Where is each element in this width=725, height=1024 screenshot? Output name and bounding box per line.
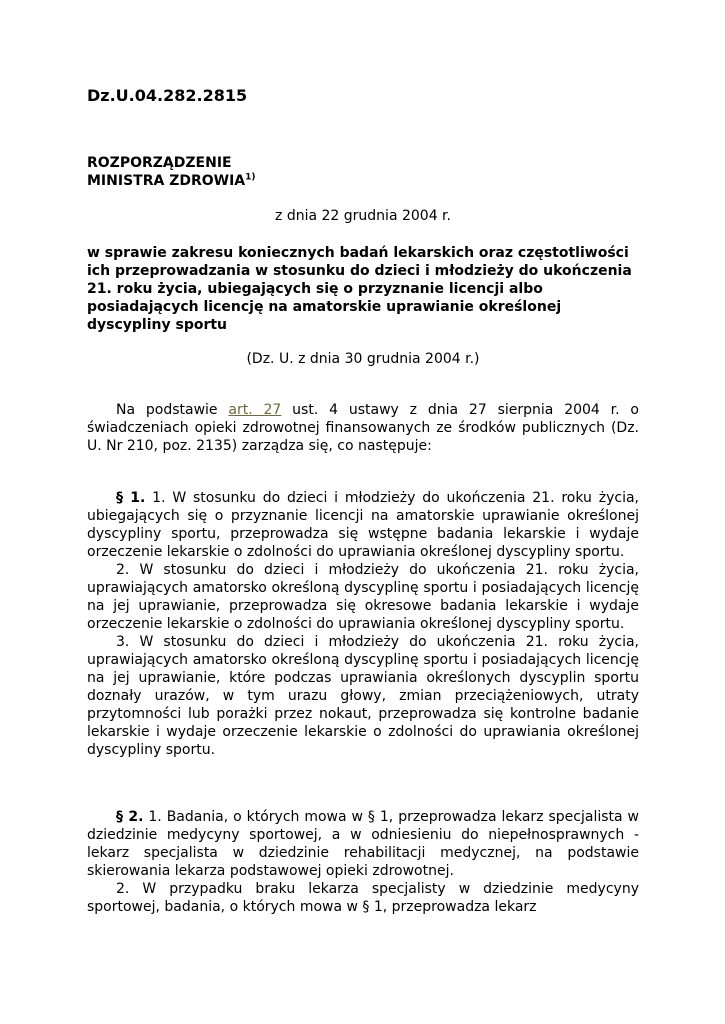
- section-2-para-1: [87, 808, 639, 880]
- section-2: [87, 808, 639, 916]
- section-1-para-1: [87, 489, 639, 561]
- section-2-para-1-text: 1. Badania, o których mowa w § 1, przeprowadza lekarz specjalista w dziedzinie medycyny sportowej, a w odniesieniu do niepełnosprawnych - lekarz specjalista w dziedzinie rehabilitacji medycznej, na podstawie skierowania lekarza podstawowej opieki zdrowotnej.: [87, 809, 639, 879]
- preamble: [87, 401, 639, 455]
- preamble-before: Na podstawie: [116, 402, 229, 418]
- section-2-label: § 2.: [116, 809, 144, 825]
- document-id: Dz.U.04.282.2815: [87, 86, 248, 105]
- act-date: z dnia 22 grudnia 2004 r.: [275, 208, 451, 224]
- footnote-marker[interactable]: 1): [245, 172, 256, 183]
- publication-source: (Dz. U. z dnia 30 grudnia 2004 r.): [246, 351, 480, 367]
- section-1-para-2: 2. W stosunku do dzieci i młodzieży do ukończenia 21. roku życia, uprawiających amatorsko określoną dyscyplinę sportu i posiadających licencję na jej uprawianie, przeprowadza się okresowe badania lekarskie i wydaje orzeczenie lekarskie o zdolności do uprawiania określonej dyscypliny sportu.: [87, 562, 639, 632]
- section-1-para-3: 3. W stosunku do dzieci i młodzieży do ukończenia 21. roku życia, uprawiających amatorsko określoną dyscyplinę sportu i posiadających licencję na jej uprawianie, które podczas uprawiania określonych dyscyplin sportu doznały urazów, w tym urazu głowy, zmian przeciążeniowych, utraty przytomności lub porażki przez nokaut, przeprowadza się kontrolne badanie lekarskie i wydaje orzeczenie lekarskie o zdolności do uprawiania określonej dyscypliny sportu.: [87, 634, 639, 758]
- section-2-para-2: 2. W przypadku braku lekarza specjalisty w dziedzinie medycyny sportowej, badania, o których mowa w § 1, przeprowadza lekarz: [87, 881, 639, 915]
- section-1: [87, 489, 639, 759]
- article-link[interactable]: art. 27: [228, 402, 282, 418]
- act-issuer: [87, 172, 256, 190]
- act-issuer-text: MINISTRA ZDROWIA: [87, 173, 246, 189]
- section-1-label: § 1.: [116, 490, 146, 506]
- preamble-after: ust. 4 ustawy z dnia 27 sierpnia 2004 r. o świadczeniach opieki zdrowotnej finansowanych ze środków publicznych (Dz. U. Nr 210, poz. 2135) zarządza się, co następuje:: [87, 402, 639, 454]
- section-1-para-1-text: 1. W stosunku do dzieci i młodzieży do ukończenia 21. roku życia, ubiegających się o przyznanie licencji na amatorskie uprawianie określonej dyscypliny sportu, przeprowadza się wstępne badania lekarskie i wydaje orzeczenie lekarskie o zdolności do uprawiania określonej dyscypliny sportu.: [87, 490, 639, 560]
- act-title: [87, 154, 256, 190]
- act-subject: w sprawie zakresu koniecznych badań lekarskich oraz częstotliwości ich przeprowadzania w stosunku do dzieci i młodzieży do ukończenia 21. roku życia, ubiegających się o przyznanie licencji albo posiadających licencję na amatorskie uprawianie określonej dyscypliny sportu: [87, 245, 632, 333]
- act-type: ROZPORZĄDZENIE: [87, 155, 232, 171]
